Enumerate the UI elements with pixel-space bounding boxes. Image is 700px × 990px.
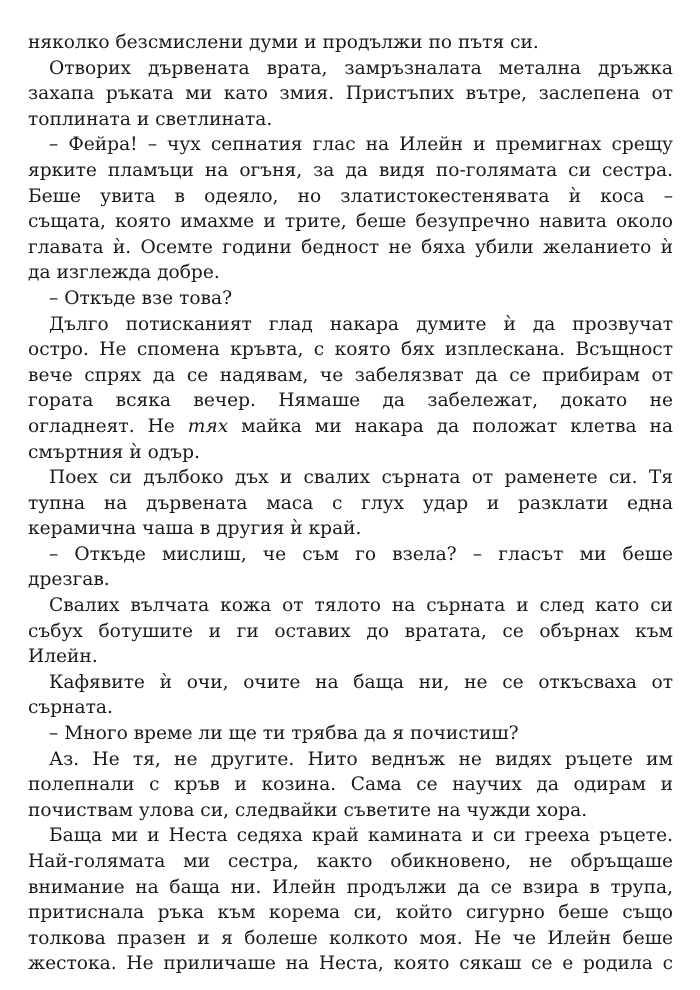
text-line: внимание на баща ни. Илейн продължи да се взира в трупа, [28,876,673,898]
paragraph [28,747,673,824]
paragraph [28,286,673,312]
text-line: тупна на дървената маса с глух удар и разклати една [28,492,673,514]
text-line: сърната. [28,697,113,719]
text-line-with-italic: огладнеят. Не тях майка ми накара да положат клетва на [28,415,673,437]
text-line: керамична чаша в другия ѝ край. [28,518,362,540]
text-line: Най-голямата ми сестра, както обикновено, не обръщаше [28,851,673,872]
text-line: – Фейра! – чух сепнатия глас на Илейн и премигнах срещу [49,134,673,156]
text-line: – Много време ли ще ти трябва да я почистиш? [49,723,519,745]
text-line: – Откъде мислиш, че съм го взела? – гласът ми беше [49,543,673,565]
text-line: остро. Не спомена кръвта, с която бях изплескана. Всъщност [28,339,673,361]
text-line: Беше увита в одеяло, но златистокестенявата ѝ коса – [28,185,673,207]
text-line: същата, която имахме и трите, беше безупречно навита около [28,211,673,233]
text-line: събух ботушите и ги оставих до вратата, се обърнах към [28,620,673,642]
text-line: Кафявите ѝ очи, очите на баща ни, не се откъсваха от [49,671,673,693]
text-line: Поех си дълбоко дъх и свалих сърната от раменете си. Тя [49,467,673,489]
paragraph [28,823,673,977]
text-line: вече спрях да се надявам, че забелязват да се прибирам от [28,364,673,386]
text-line: Илейн. [28,646,98,668]
paragraph [28,542,673,593]
paragraph [28,56,673,133]
paragraph [28,312,673,466]
text-line: дрезгав. [28,569,110,591]
text-line: Баща ми и Неста седяха край камината и си грееха ръцете. [49,825,673,847]
text-line: топлината и светлината. [28,108,273,130]
text-line: да изглежда добре. [28,262,220,284]
text-line: толкова празен и я болеше колкото моя. Не че Илейн беше [28,927,673,949]
text-line: – Откъде взе това? [49,287,233,309]
text-line: главата ѝ. Осемте години бедност не бяха убили желанието ѝ [28,236,673,258]
italic-emphasis: тях [187,415,229,437]
text-line: полепнали с кръв и козина. Сама се научих да одирам и [28,774,673,796]
text-line: Дълго потисканият глад накара думите ѝ да прозвучат [49,313,673,335]
text-line: жестока. Не приличаше на Неста, която сякаш се е родила с [28,953,673,975]
paragraph [28,132,673,286]
paragraph [28,721,673,747]
text-line: Аз. Не тя, не другите. Нито веднъж не видях ръцете им [49,748,673,770]
text-line: няколко безсмислени думи и продължи по пътя си. [28,32,539,53]
text-line: притиснала ръка към корема си, който сигурно беше също [28,902,673,924]
text-line: смъртния ѝ одър. [28,441,200,463]
text-line: ярките пламъци на огъня, за да видя по-голямата си сестра. [28,159,673,181]
text-line: почиствам улова си, следвайки съветите на чужди хора. [28,799,588,821]
text-line: Отворих дървената врата, замръзналата метална дръжка [49,57,673,79]
text-line: захапа ръката ми като змия. Пристъпих вътре, заслепена от [28,83,673,105]
paragraph [28,465,673,542]
text-line: Свалих вълчата кожа от тялото на сърната и след като си [49,595,673,617]
text-line: гората всяка вечер. Нямаше да забележат, докато не [28,390,673,412]
paragraph [28,593,673,670]
paragraph [28,670,673,721]
paragraph [28,30,673,56]
